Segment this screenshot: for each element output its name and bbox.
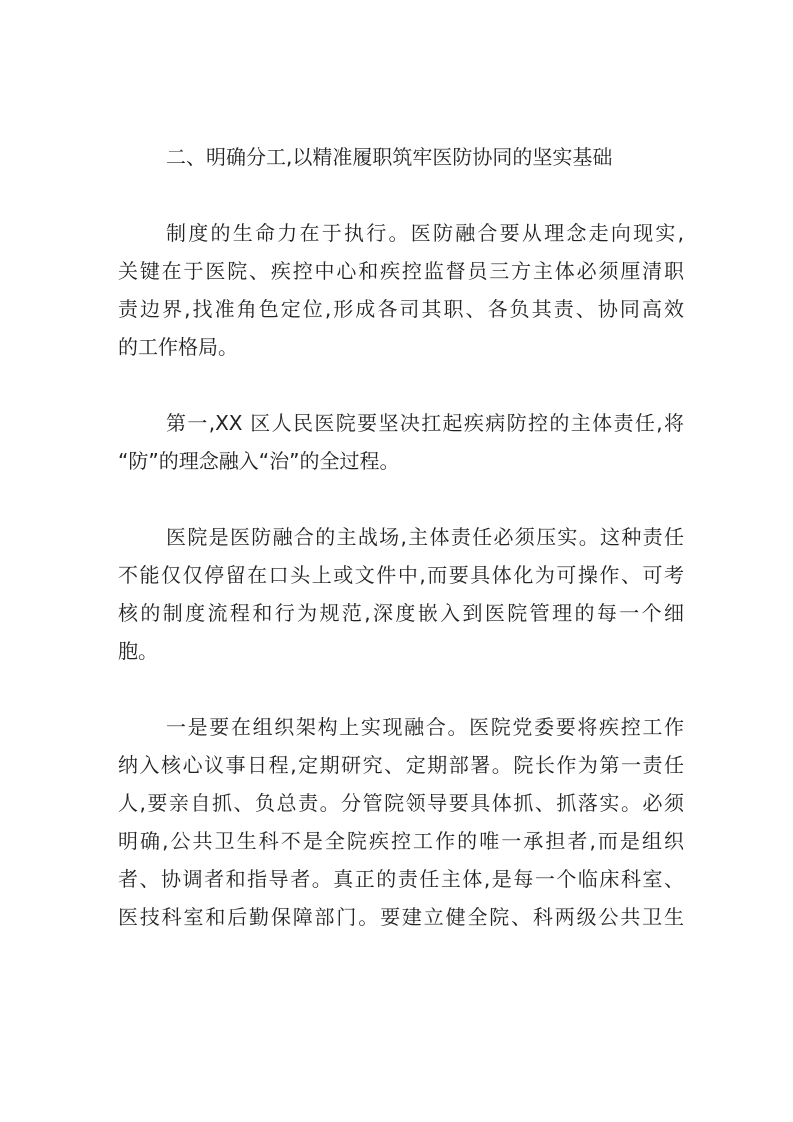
heading-text: 二、明确分工,以精准履职筑牢医防协同的坚实基础 (166, 145, 613, 169)
paragraph-line: 一是要在组织架构上实现融合。医院党委要将疾控工作 (166, 715, 684, 739)
paragraph-line: 者、协调者和指导者。真正的责任主体,是每一个临床科室、 (118, 867, 684, 891)
paragraph-line: 的工作格局。 (118, 335, 238, 359)
paragraph-2 (118, 404, 684, 480)
paragraph-line: 明确,公共卫生科不是全院疾控工作的唯一承担者,而是组织 (118, 829, 684, 853)
paragraph-3 (118, 518, 684, 670)
paragraph-line: 制度的生命力在于执行。医防融合要从理念走向现实, (166, 221, 684, 245)
paragraph-line: 第一,XX 区人民医院要坚决扛起疾病防控的主体责任,将 (166, 411, 684, 435)
paragraph-4 (118, 708, 684, 936)
paragraph-line: 人,要亲自抓、负总责。分管院领导要具体抓、抓落实。必须 (118, 791, 684, 815)
paragraph-1 (118, 214, 684, 366)
paragraph-line: 医技科室和后勤保障部门。要建立健全院、科两级公共卫生 (118, 905, 684, 929)
paragraph-line: 不能仅仅停留在口头上或文件中,而要具体化为可操作、可考 (118, 563, 684, 587)
paragraph-line: 纳入核心议事日程,定期研究、定期部署。院长作为第一责任 (118, 753, 684, 777)
paragraph-line: 关键在于医院、疾控中心和疾控监督员三方主体必须厘清职 (118, 259, 684, 283)
paragraph-line: 责边界,找准角色定位,形成各司其职、各负其责、协同高效 (118, 297, 684, 321)
section-heading (118, 138, 684, 176)
paragraph-line: “防”的理念融入“治”的全过程。 (118, 449, 400, 473)
document-body (118, 138, 684, 974)
paragraph-line: 医院是医防融合的主战场,主体责任必须压实。这种责任 (166, 525, 684, 549)
paragraph-line: 核的制度流程和行为规范,深度嵌入到医院管理的每一个细 (118, 601, 684, 625)
paragraph-line: 胞。 (118, 639, 158, 663)
